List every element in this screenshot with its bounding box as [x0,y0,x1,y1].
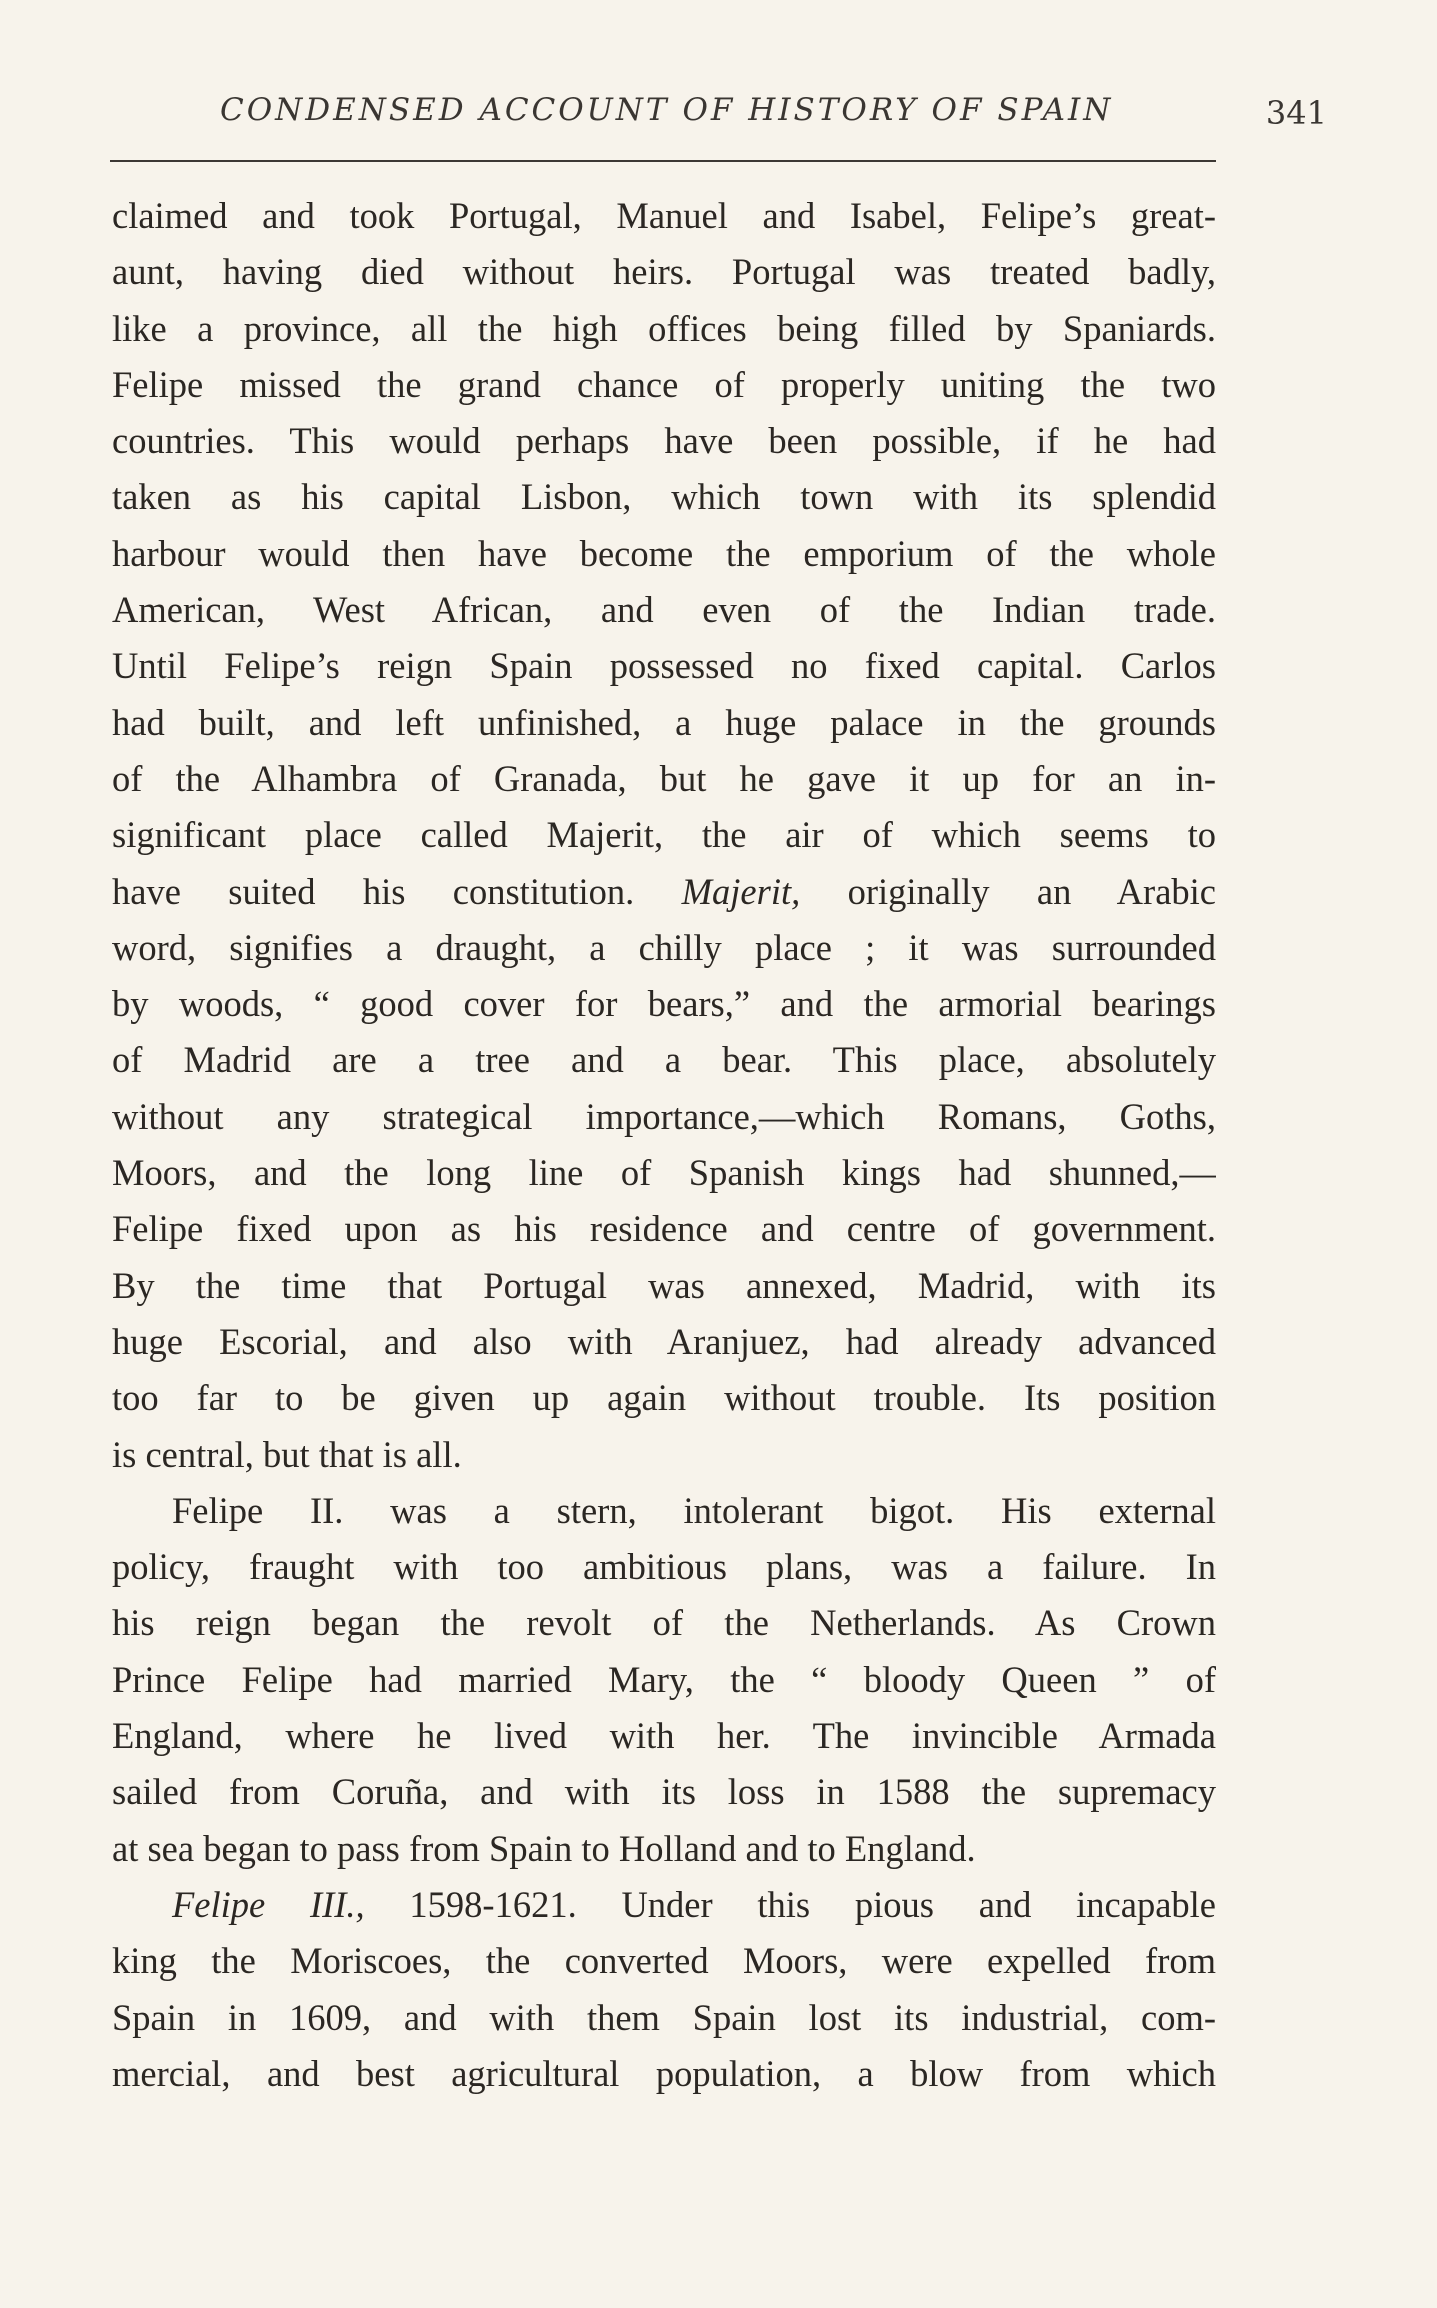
text-line: his reign began the revolt of the Netherlands. As Crown [112,1602,1216,1644]
text-run: originally an Arabic [800,870,1216,912]
text-line: king the Moriscoes, the converted Moors, were expelled from [112,1940,1216,1982]
italic-heading-felipe-iii: Felipe III., [172,1883,365,1925]
text-line: had built, and left unfinished, a huge palace in the grounds [112,701,1216,743]
text-line: American, West African, and even of the Indian trade. [112,589,1216,631]
text-line: is central, but that is all. [112,1433,462,1475]
running-title: CONDENSED ACCOUNT OF HISTORY OF SPAIN [220,92,1114,128]
text-line: mercial, and best agricultural population, a blow from which [112,2052,1216,2094]
text-line: too far to be given up again without trouble. Its position [112,1377,1216,1419]
text-line: Prince Felipe had married Mary, the “ bloody Queen ” of [112,1658,1216,1700]
text-line-mixed [112,864,1216,920]
text-line: word, signifies a draught, a chilly place ; it was surrounded [112,926,1216,968]
text-line: Felipe missed the grand chance of properly uniting the two [112,363,1216,405]
text-line: sailed from Coruña, and with its loss in 1588 the supremacy [112,1771,1216,1813]
page-number: 341 [1265,94,1327,132]
paragraph-1 [112,188,1216,1483]
text-line: Until Felipe’s reign Spain possessed no fixed capital. Carlos [112,645,1216,687]
text-line: By the time that Portugal was annexed, Madrid, with its [112,1264,1216,1306]
text-line: like a province, all the high offices being filled by Spaniards. [112,307,1216,349]
text-line: huge Escorial, and also with Aranjuez, had already advanced [112,1320,1216,1362]
text-run: have suited his constitution. [112,870,682,912]
text-line: Felipe fixed upon as his residence and centre of government. [112,1208,1216,1250]
text-line: without any strategical importance,—which Romans, Goths, [112,1095,1216,1137]
text-line: claimed and took Portugal, Manuel and Isabel, Felipe’s great- [112,195,1216,236]
text-line: harbour would then have become the emporium of the whole [112,532,1216,574]
text-run: 1598-1621. Under this pious and incapable [364,1883,1216,1925]
paragraph-2 [112,1483,1216,1877]
text-line: England, where he lived with her. The invincible Armada [112,1715,1216,1757]
text-line: by woods, “ good cover for bears,” and the armorial bearings [112,983,1216,1025]
text-line: at sea began to pass from Spain to Holland and to England. [112,1827,976,1869]
running-head [110,92,1327,136]
text-line: policy, fraught with too ambitious plans, was a failure. In [112,1546,1216,1588]
text-line: Moors, and the long line of Spanish kings had shunned,— [112,1152,1216,1194]
body-text [112,188,1216,2102]
text-line: of the Alhambra of Granada, but he gave it up for an in- [112,757,1216,799]
header-rule [110,160,1216,162]
paragraph-3 [112,1877,1216,2102]
text-line: countries. This would perhaps have been possible, if he had [112,420,1216,462]
italic-term-majerit: Majerit, [681,870,801,912]
text-line: of Madrid are a tree and a bear. This place, absolutely [112,1039,1216,1081]
text-line: significant place called Majerit, the air of which seems to [112,814,1216,856]
text-line: aunt, having died without heirs. Portugal was treated badly, [112,251,1216,293]
text-line-mixed [112,1877,1216,1933]
text-line: taken as his capital Lisbon, which town with its splendid [112,476,1216,518]
text-line: Spain in 1609, and with them Spain lost its industrial, com- [112,1996,1216,2038]
text-line: Felipe II. was a stern, intolerant bigot. His external [172,1489,1216,1531]
